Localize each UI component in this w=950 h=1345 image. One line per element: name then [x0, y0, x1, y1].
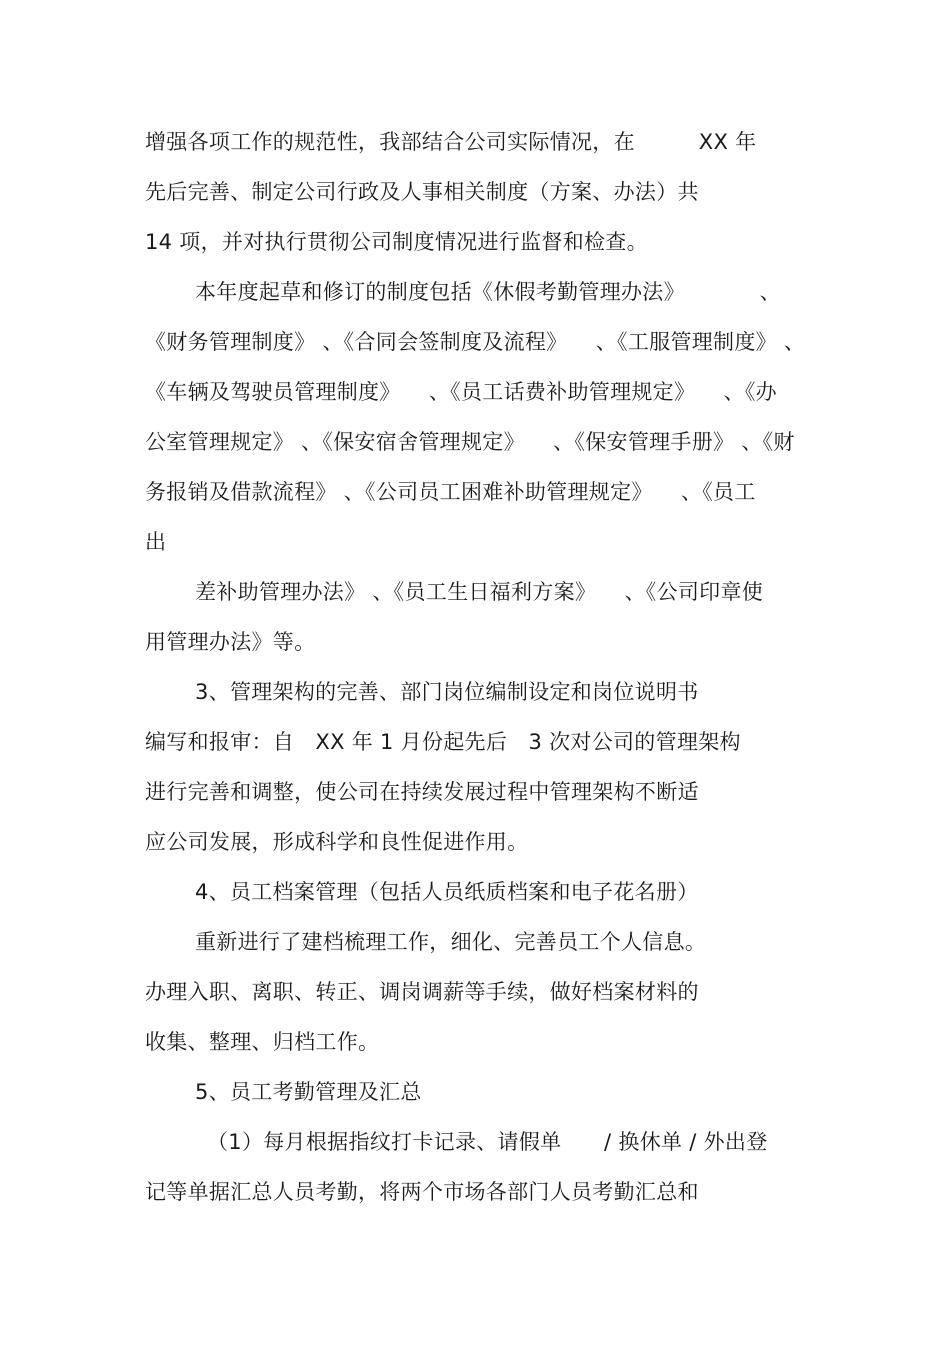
text-line-10: 差补助管理办法》 、《员工生日福利方案》 、《公司印章使 — [195, 580, 764, 604]
text-line-9: 出 — [145, 530, 167, 554]
text-line-21: （1）每月根据指纹打卡记录、请假单 / 换休单 / 外出登 — [207, 1130, 768, 1154]
text-line-17: 重新进行了建档梳理工作，细化、完善员工个人信息。 — [195, 930, 707, 954]
text-line-4: 本年度起草和修订的制度包括《休假考勤管理办法》 、 — [195, 280, 781, 304]
text-line-15: 应公司发展，形成科学和良性促进作用。 — [145, 830, 529, 854]
text-line-8: 务报销及借款流程》 、《公司员工困难补助管理规定》 、《员工 — [145, 480, 756, 504]
text-line-18: 办理入职、离职、转正、调岗调薪等手续，做好档案材料的 — [145, 980, 699, 1004]
text-line-14: 进行完善和调整，使公司在持续发展过程中管理架构不断适 — [145, 780, 699, 804]
text-line-22: 记等单据汇总人员考勤，将两个市场各部门人员考勤汇总和 — [145, 1180, 699, 1204]
text-line-19: 收集、整理、归档工作。 — [145, 1030, 380, 1054]
text-line-11: 用管理办法》等。 — [145, 630, 316, 654]
text-line-1: 增强各项工作的规范性，我部结合公司实际情况，在 XX 年 — [145, 130, 757, 154]
text-line-7: 公室管理规定》 、《保安宿舍管理规定》 、《保安管理手册》 、《财 — [145, 430, 795, 454]
section-heading-4: 4、员工档案管理（包括人员纸质档案和电子花名册） — [195, 880, 699, 904]
section-heading-5: 5、员工考勤管理及汇总 — [195, 1080, 422, 1104]
text-line-3: 14 项，并对执行贯彻公司制度情况进行监督和检查。 — [145, 230, 648, 254]
section-heading-3: 3、管理架构的完善、部门岗位编制设定和岗位说明书 — [195, 680, 699, 704]
text-line-5: 《财务管理制度》 、《合同会签制度及流程》 、《工服管理制度》 、 — [145, 330, 806, 354]
text-line-13: 编写和报审：自 XX 年 1 月份起先后 3 次对公司的管理架构 — [145, 730, 741, 754]
text-line-2: 先后完善、制定公司行政及人事相关制度（方案、办法）共 — [145, 180, 699, 204]
text-line-6: 《车辆及驾驶员管理制度》 、《员工话费补助管理规定》 、《办 — [145, 380, 777, 404]
